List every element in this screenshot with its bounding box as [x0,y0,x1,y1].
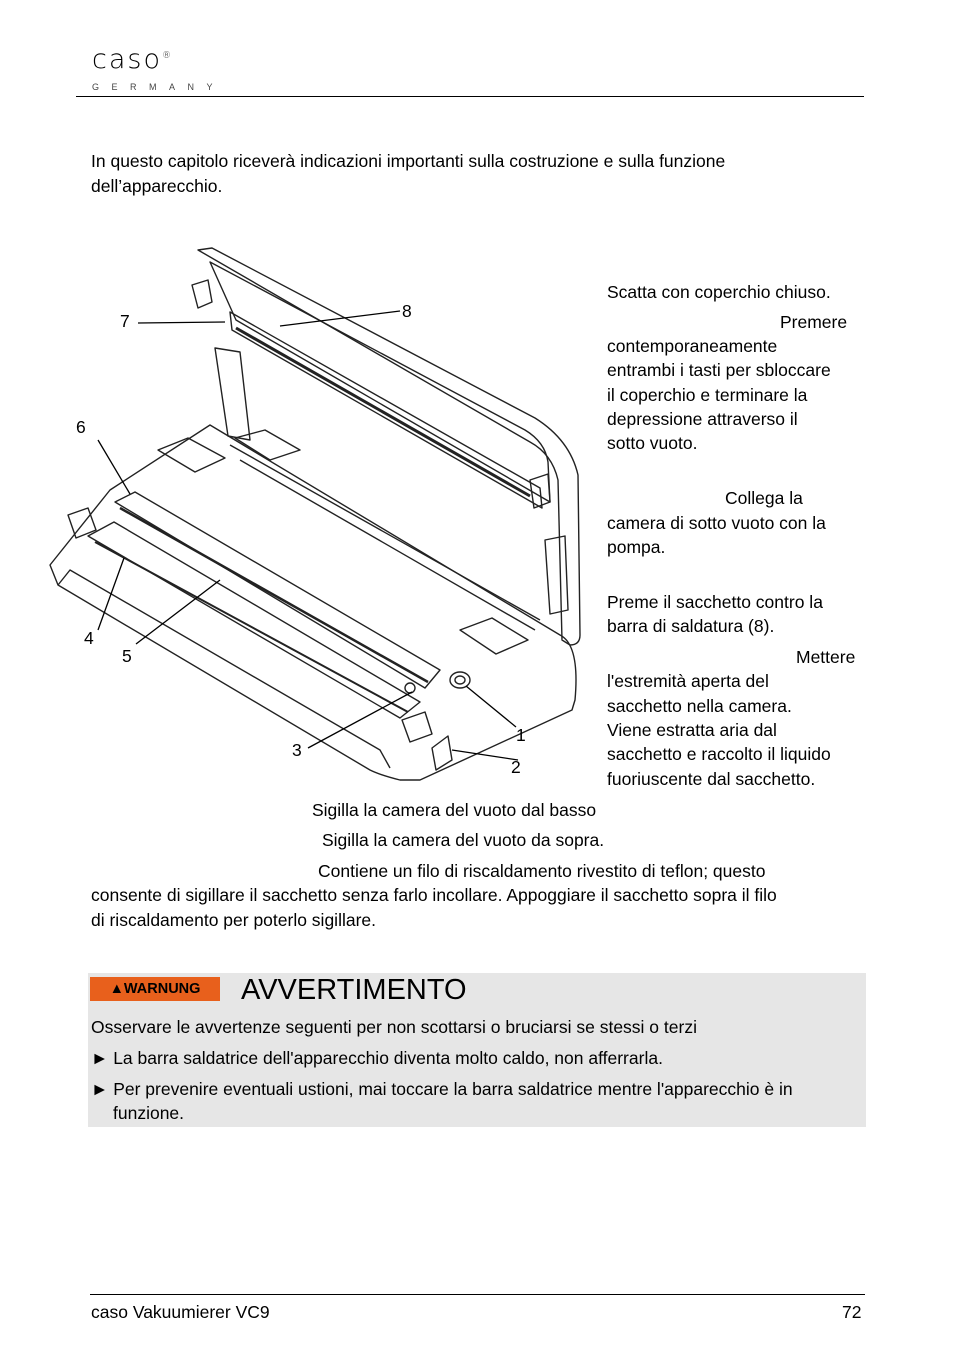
logo-subtitle: GERMANY [92,82,226,92]
callout-1: 1 [516,725,526,745]
warning-item-1 [91,1046,663,1071]
desc-seal-top: Sigilla la camera del vuoto da sopra. [322,830,605,850]
desc-chamber-5: sacchetto e raccolto il liquido [607,744,831,764]
callout-3: 3 [292,740,302,760]
warning-item-2-text: Per prevenire eventuali ustioni, mai toccare la barra saldatrice mentre l'apparecchio è in [113,1079,793,1099]
warning-title: AVVERTIMENTO [241,974,467,1006]
desc-press-2: barra di saldatura (8). [607,616,775,636]
warning-item-2-cont: funzione. [113,1103,185,1123]
callout-8: 8 [402,301,412,321]
warning-intro: Osservare le avvertenze seguenti per non scottarsi o bruciarsi se stessi o terzi [91,1017,697,1037]
warning-badge: ▲WARNUNG [90,977,220,1001]
intro-line-2: dell’apparecchio. [91,176,223,196]
desc-release-3: entrambi i tasti per sbloccare [607,360,831,380]
page-number: 72 [842,1302,862,1322]
desc-chamber-2: l'estremità aperta del [607,671,769,691]
footer-rule [90,1294,865,1295]
desc-release-6: sotto vuoto. [607,433,698,453]
desc-press-1: Preme il sacchetto contro la [607,592,823,612]
desc-sealbar-1: Contiene un filo di riscaldamento rivestito di teflon; questo [318,861,766,881]
logo-registered: ® [161,51,173,61]
callout-7: 7 [120,311,130,331]
callout-5: 5 [122,646,132,666]
desc-latch: Scatta con coperchio chiuso. [607,282,831,302]
callout-6: 6 [76,417,86,437]
callout-4: 4 [84,628,94,648]
desc-seal-bottom: Sigilla la camera del vuoto dal basso [312,800,597,820]
desc-chamber-3: sacchetto nella camera. [607,696,792,716]
desc-release-4: il coperchio e terminare la [607,385,808,405]
footer-title: caso Vakuumierer VC9 [91,1302,270,1322]
desc-sealbar-2: consente di sigillare il sacchetto senza farlo incollare. Appoggiare il sacchetto sopra il filo [91,885,777,905]
brand-logo [92,44,173,75]
desc-connect-2: camera di sotto vuoto con la [607,513,826,533]
desc-connect-3: pompa. [607,537,666,557]
header-rule [76,96,864,97]
warning-item-1-text: La barra saldatrice dell'apparecchio diventa molto caldo, non afferrarla. [113,1048,663,1068]
bullet-marker: ► [91,1079,109,1099]
desc-release-1: Premere [780,312,848,332]
desc-sealbar-3: di riscaldamento per poterlo sigillare. [91,910,376,930]
desc-release-5: depressione attraverso il [607,409,798,429]
desc-connect-1: Collega la [725,488,803,508]
intro-line-1: In questo capitolo riceverà indicazioni importanti sulla costruzione e sulla funzione [91,151,726,171]
warning-item-2 [91,1077,793,1102]
desc-chamber-1: Mettere [796,647,856,667]
vacuum-sealer-illustration [40,240,600,800]
desc-release-2: contemporaneamente [607,336,778,356]
callout-2: 2 [511,757,521,777]
desc-chamber-4: Viene estratta aria dal [607,720,777,740]
logo-wordmark: caso [92,44,162,75]
bullet-marker: ► [91,1048,109,1068]
desc-chamber-6: fuoriuscente dal sacchetto. [607,769,816,789]
